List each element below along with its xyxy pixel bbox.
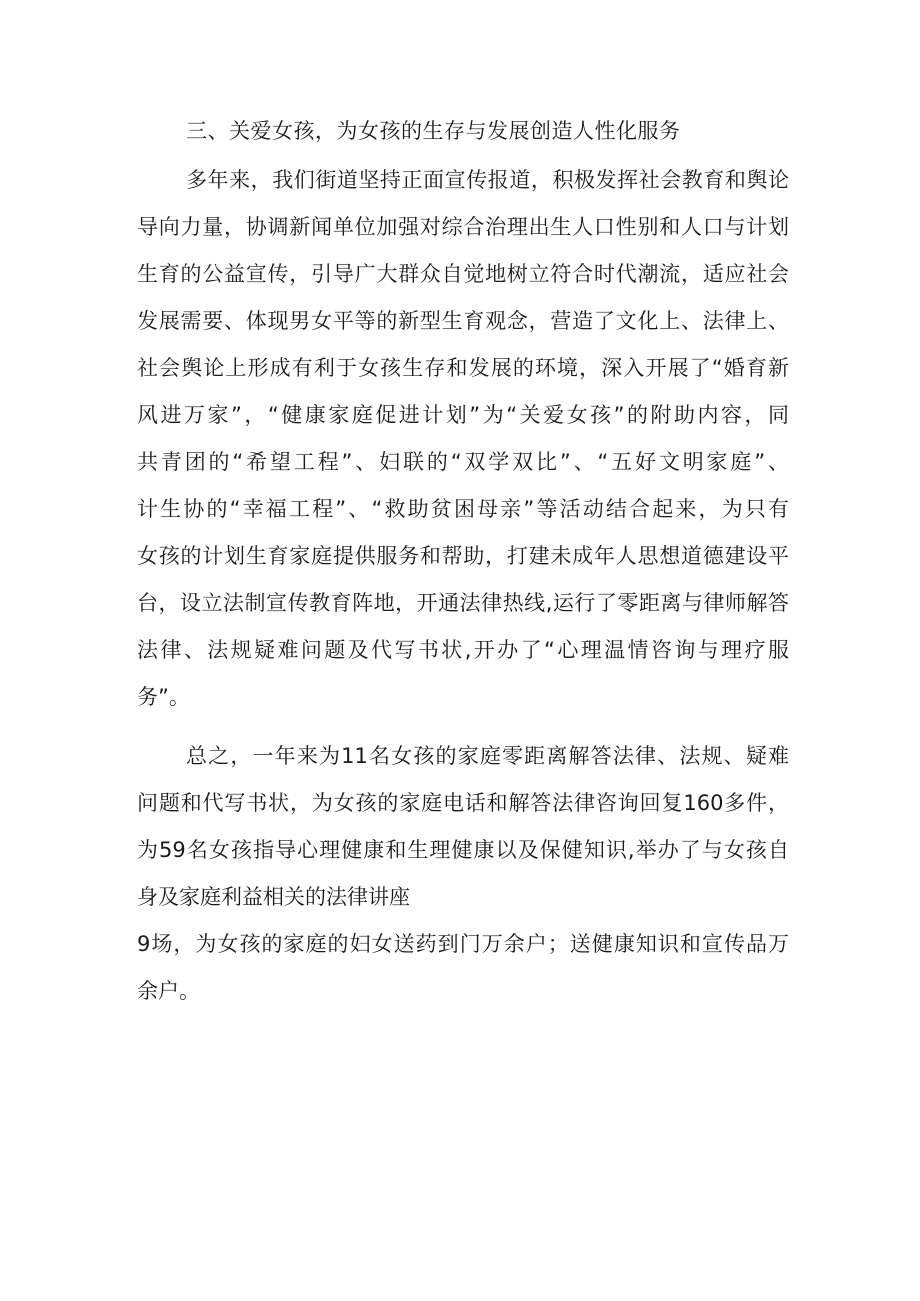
paragraph-1-line-3: 生育的公益宣传，引导广大群众自觉地树立符合时代潮流，适应社会 — [137, 262, 789, 286]
paragraph-1-line-9: 女孩的计划生育家庭提供服务和帮助，打建未成年人思想道德建设平 — [137, 544, 789, 568]
paragraph-1-line-2: 导向力量，协调新闻单位加强对综合治理出生人口性别和人口与计划 — [137, 215, 789, 239]
paragraph-3-line-1: 9场，为女孩的家庭的妇女送药到门万余户；送健康知识和宣传品万 — [137, 932, 789, 956]
paragraph-2-line-4: 身及家庭利益相关的法律讲座 — [137, 885, 410, 909]
paragraph-1-line-8: 计生协的“幸福工程”、“救助贫困母亲”等活动结合起来，为只有 — [137, 497, 789, 521]
section-heading: 三、关爱女孩，为女孩的生存与发展创造人性化服务 — [186, 119, 681, 143]
paragraph-1-line-7: 共青团的“希望工程”、妇联的“双学双比”、“五好文明家庭”、 — [137, 450, 789, 474]
paragraph-1-line-6: 风进万家”，“健康家庭促进计划”为“关爱女孩”的附助内容，同 — [137, 403, 789, 427]
paragraph-2-line-3: 为59名女孩指导心理健康和生理健康以及保健知识,举办了与女孩自 — [137, 838, 789, 862]
paragraph-1-line-4: 发展需要、体现男女平等的新型生育观念，营造了文化上、法律上、 — [137, 309, 789, 333]
paragraph-1-line-1: 多年来，我们街道坚持正面宣传报道，积极发挥社会教育和舆论 — [186, 168, 789, 192]
paragraph-3-line-2: 余户。 — [137, 979, 200, 1003]
paragraph-1-line-12: 务”。 — [137, 685, 190, 709]
paragraph-2-line-1: 总之，一年来为11名女孩的家庭零距离解答法律、法规、疑难 — [186, 744, 789, 768]
paragraph-1-line-5: 社会舆论上形成有利于女孩生存和发展的环境，深入开展了“婚育新 — [137, 356, 789, 380]
paragraph-2-line-2: 问题和代写书状，为女孩的家庭电话和解答法律咨询回复160多件， — [137, 791, 789, 815]
paragraph-1-line-11: 法律、法规疑难问题及代写书状,开办了“心理温情咨询与理疗服 — [137, 638, 789, 662]
paragraph-1-line-10: 台，设立法制宣传教育阵地，开通法律热线,运行了零距离与律师解答 — [137, 591, 789, 615]
